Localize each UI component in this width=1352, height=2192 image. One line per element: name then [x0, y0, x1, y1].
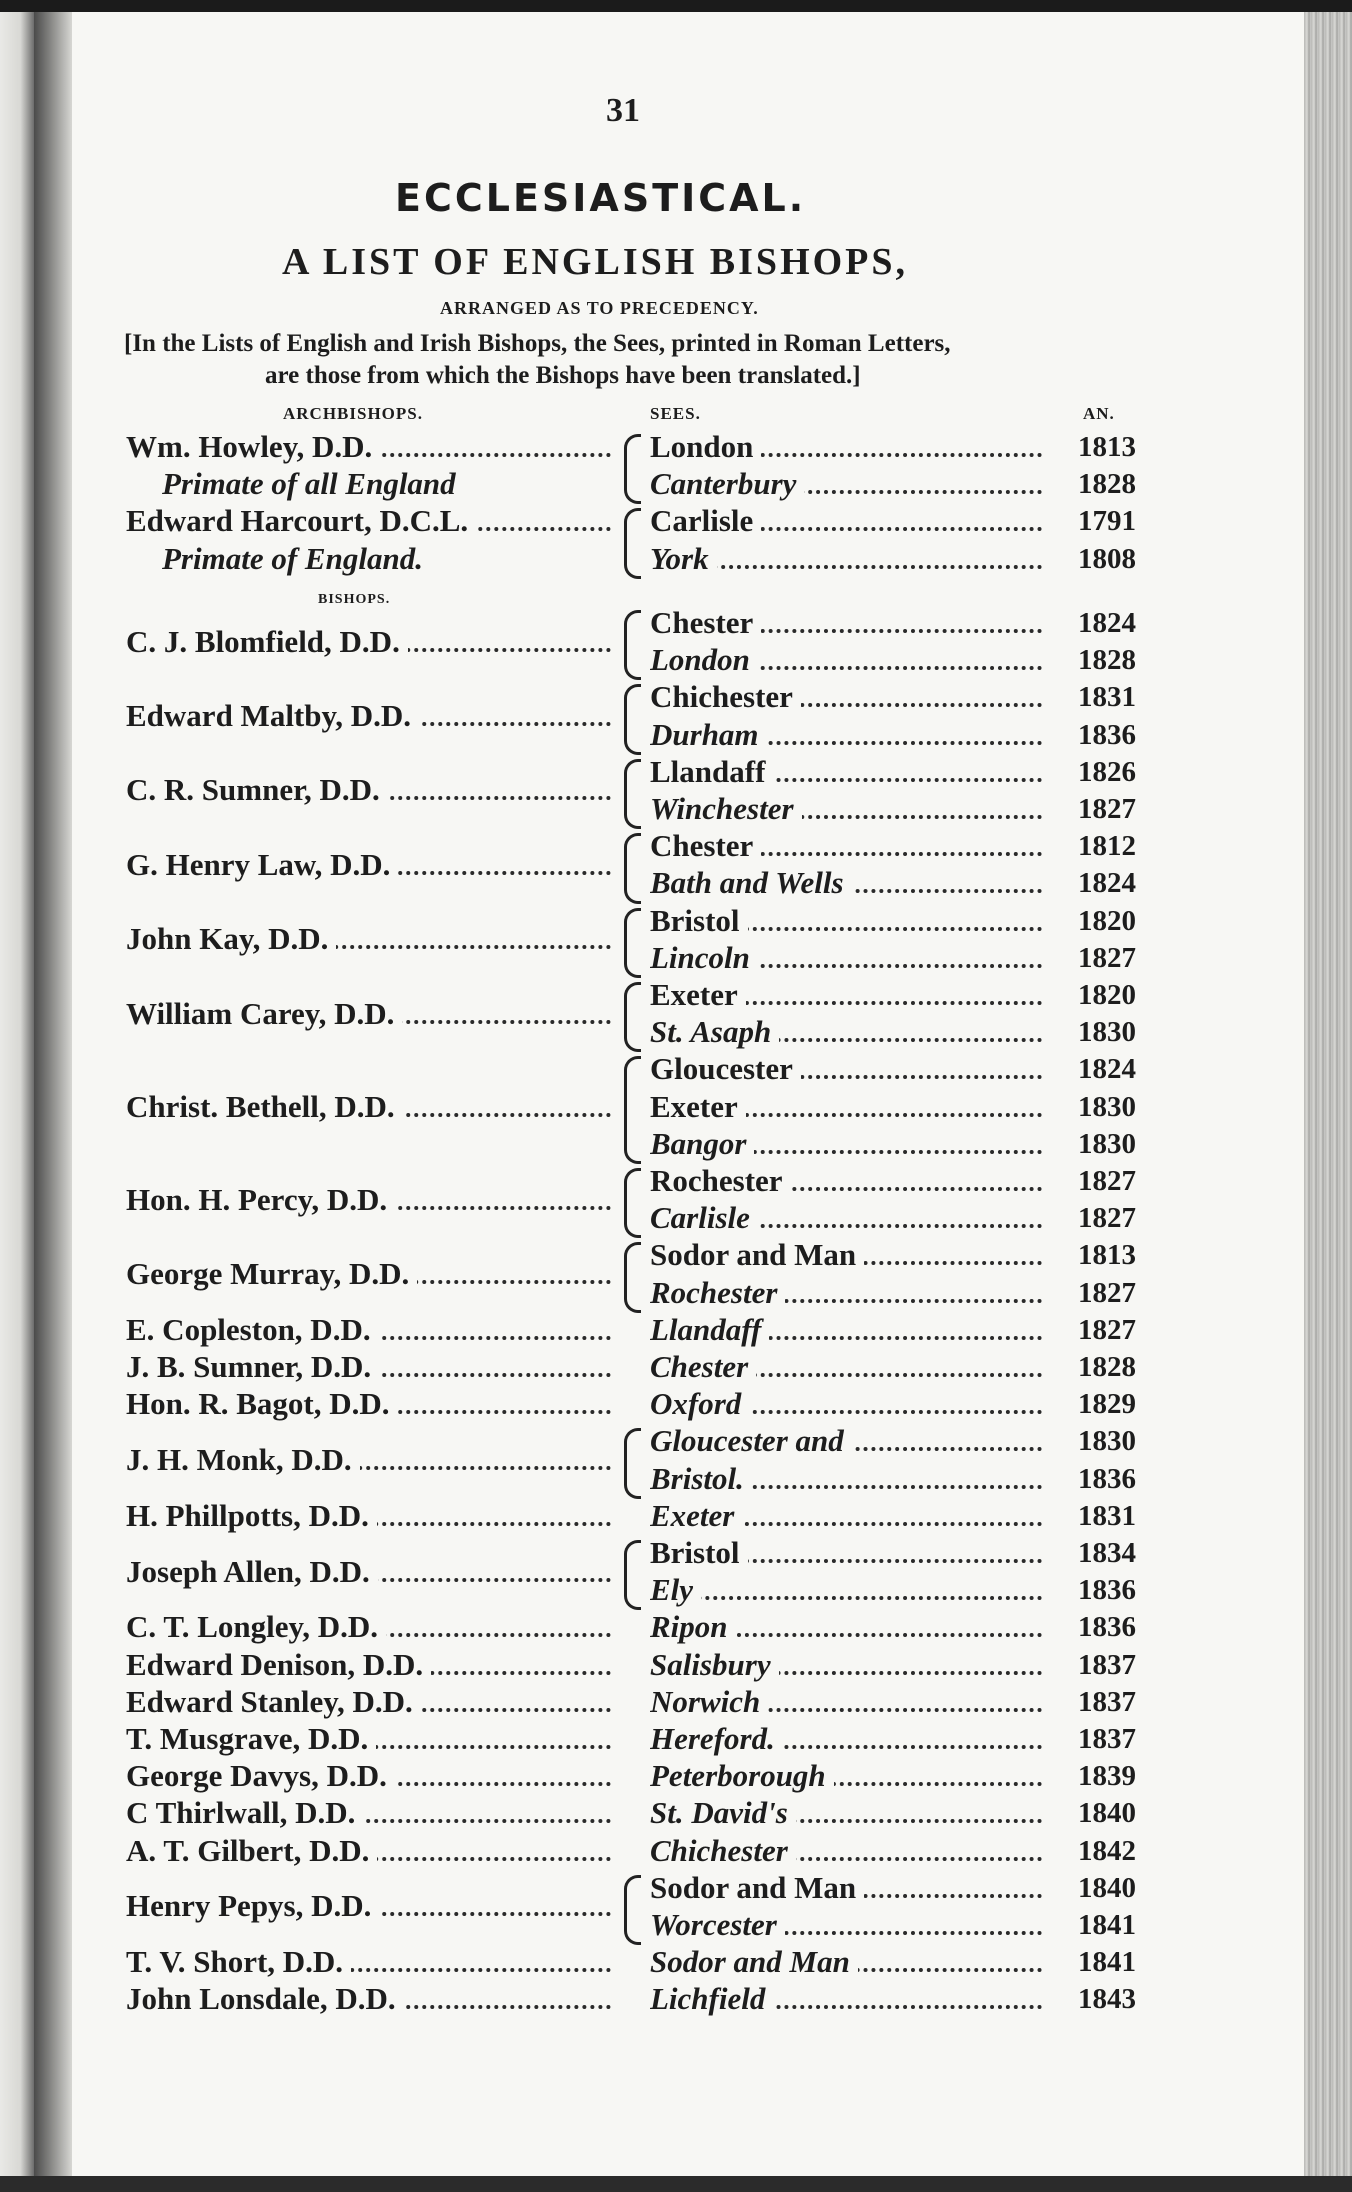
bishop-name-text: Hon. H. Percy, D.D. [126, 1182, 395, 1217]
top-border [0, 0, 1352, 12]
see-year: 1813 [1078, 1239, 1136, 1272]
bishop-name-text: C. J. Blomfield, D.D. [126, 624, 408, 659]
see-brace [624, 1242, 641, 1312]
see-name [650, 1980, 1042, 2018]
see-brace [624, 833, 641, 903]
see-year: 1830 [1078, 1016, 1136, 1049]
see-name [650, 976, 1042, 1014]
see-name [650, 1720, 1042, 1758]
see-year: 1820 [1078, 979, 1136, 1011]
see-name [650, 790, 1042, 828]
see-year: 1827 [1078, 1165, 1136, 1197]
bishop-name [126, 1385, 611, 1423]
see-name [650, 1683, 1042, 1721]
see-name-text: York [650, 541, 717, 576]
see-name [650, 716, 1042, 754]
see-year: 1836 [1078, 1611, 1136, 1644]
see-name [650, 641, 1042, 679]
bishop-name-text: George Davys, D.D. [126, 1758, 395, 1793]
page-number: 31 [606, 92, 640, 129]
bishop-name-text: H. Phillpotts, D.D. [126, 1498, 377, 1533]
see-name-text: Sodor and Man [650, 1870, 864, 1905]
bishop-name [126, 1757, 611, 1795]
primate-title: Primate of England. [162, 540, 423, 576]
bottom-border [0, 2176, 1352, 2192]
see-name [650, 1274, 1042, 1312]
see-year: 1836 [1078, 1574, 1136, 1607]
see-year: 1836 [1078, 1462, 1136, 1495]
bishop-name [126, 1441, 611, 1479]
see-year: 1840 [1078, 1871, 1136, 1904]
book-gutter-shadow [34, 0, 72, 2192]
bishop-name-text: T. V. Short, D.D. [126, 1944, 351, 1979]
note-line-2: are those from which the Bishops have been translated.] [265, 362, 861, 389]
bishop-name [126, 1887, 611, 1925]
see-brace [624, 759, 641, 829]
bishop-name-text: J. H. Monk, D.D. [126, 1442, 360, 1477]
see-name [650, 1832, 1042, 1870]
see-year: 1820 [1078, 904, 1136, 937]
see-brace [624, 982, 641, 1052]
see-name-text: Exeter [650, 1089, 746, 1124]
see-name-text: Norwich [650, 1684, 768, 1719]
see-year: 1824 [1078, 1053, 1136, 1086]
see-year: 1808 [1078, 542, 1136, 575]
see-name-text: Lincoln [650, 940, 758, 975]
see-year: 1842 [1078, 1834, 1136, 1867]
bishop-name [126, 995, 611, 1033]
see-name-text: Gloucester and [650, 1423, 852, 1458]
see-name [650, 1348, 1042, 1386]
see-name [650, 1385, 1042, 1423]
bishop-name-text: George Murray, D.D. [126, 1256, 417, 1291]
see-name-text: St. Asaph [650, 1014, 779, 1049]
see-name-text: Carlisle [650, 503, 761, 538]
see-name-text: Ripon [650, 1609, 736, 1644]
see-name [650, 540, 1042, 578]
note-line-1: [In the Lists of English and Irish Bishops, the Sees, printed in Roman Letters, [124, 330, 951, 357]
bishop-name-text: Hon. R. Bagot, D.D. [126, 1386, 398, 1421]
bishop-name-text: J. B. Sumner, D.D. [126, 1349, 379, 1384]
see-name-text: Ely [650, 1572, 701, 1607]
bishop-name [126, 428, 611, 466]
bishop-name-text: C. T. Longley, D.D. [126, 1609, 386, 1644]
bishop-name [126, 1255, 611, 1293]
page-stack-edge [1304, 0, 1352, 2192]
see-name-text: Worcester [650, 1907, 785, 1942]
bishop-name-text: John Kay, D.D. [126, 921, 336, 956]
see-brace [624, 908, 641, 978]
see-name-text: Chester [650, 605, 761, 640]
bishop-name [126, 1720, 611, 1758]
see-name [650, 1460, 1042, 1498]
see-name-text: Exeter [650, 977, 746, 1012]
see-year: 1837 [1078, 1685, 1136, 1718]
see-name [650, 1757, 1042, 1795]
see-brace [624, 508, 641, 578]
see-name-text: St. David's [650, 1795, 796, 1830]
see-brace [624, 434, 641, 504]
see-name [650, 1869, 1042, 1907]
see-name [650, 1794, 1042, 1832]
bishop-name-text: Edward Denison, D.D. [126, 1647, 431, 1682]
see-name [650, 604, 1042, 642]
see-year: 1841 [1078, 1909, 1136, 1941]
see-name-text: Chester [650, 828, 761, 863]
see-name [650, 827, 1042, 865]
bishop-name [126, 1553, 611, 1591]
bishop-name-text: T. Musgrave, D.D. [126, 1721, 376, 1756]
subheader-bishops: BISHOPS. [318, 592, 391, 607]
see-name [650, 1199, 1042, 1237]
see-year: 1841 [1078, 1946, 1136, 1979]
see-year: 1828 [1078, 644, 1136, 677]
bishop-name [126, 1980, 611, 2018]
see-year: 1829 [1078, 1388, 1136, 1421]
list-subtitle: ARRANGED AS TO PRECEDENCY. [440, 298, 759, 318]
see-year: 1839 [1078, 1760, 1136, 1793]
column-header-archbishops: ARCHBISHOPS. [283, 404, 423, 423]
bishop-name [126, 771, 611, 809]
bishop-name [126, 1608, 611, 1646]
bishop-name [126, 1497, 611, 1535]
left-page-edge [0, 0, 34, 2192]
see-brace [624, 610, 641, 680]
see-name [650, 1422, 1042, 1460]
see-name-text: Gloucester [650, 1051, 801, 1086]
see-year: 1812 [1078, 830, 1136, 863]
see-brace [624, 1875, 641, 1945]
see-year: 1830 [1078, 1127, 1136, 1160]
see-name-text: Sodor and Man [650, 1944, 858, 1979]
bishop-name-text: A. T. Gilbert, D.D. [126, 1833, 377, 1868]
see-name-text: Lichfield [650, 1981, 773, 2016]
see-year: 1824 [1078, 867, 1136, 900]
see-name-text: Bath and Wells [650, 865, 852, 900]
see-brace [624, 1168, 641, 1238]
bishop-name [126, 1348, 611, 1386]
see-year: 1830 [1078, 1425, 1136, 1458]
see-name [650, 902, 1042, 940]
see-name [650, 465, 1042, 503]
see-name [650, 1236, 1042, 1274]
column-header-sees: SEES. [650, 404, 701, 423]
see-name-text: Chester [650, 1349, 756, 1384]
see-name [650, 1311, 1042, 1349]
see-name-text: Salisbury [650, 1647, 779, 1682]
bishop-name [126, 920, 611, 958]
see-year: 1827 [1078, 941, 1136, 974]
see-name [650, 1534, 1042, 1572]
see-name-text: Rochester [650, 1275, 785, 1310]
see-brace [624, 1540, 641, 1610]
see-name [650, 1906, 1042, 1944]
see-year: 1827 [1078, 1313, 1136, 1346]
see-year: 1831 [1078, 1499, 1136, 1532]
see-year: 1828 [1078, 468, 1136, 501]
bishop-name [126, 846, 611, 884]
dot-leader [650, 1596, 1042, 1600]
see-name-text: Canterbury [650, 466, 804, 501]
see-name-text: London [650, 642, 758, 677]
see-name [650, 1125, 1042, 1163]
see-name-text: Bangor [650, 1126, 754, 1161]
see-name [650, 1646, 1042, 1684]
see-year: 1831 [1078, 681, 1136, 714]
bishop-name-text: Edward Maltby, D.D. [126, 698, 419, 733]
list-title: A LIST OF ENGLISH BISHOPS, [282, 241, 909, 283]
see-name-text: Carlisle [650, 1200, 758, 1235]
see-name [650, 678, 1042, 716]
see-name-text: Chichester [650, 1833, 796, 1868]
see-year: 1836 [1078, 718, 1136, 751]
see-year: 1840 [1078, 1797, 1136, 1830]
see-name [650, 1571, 1042, 1609]
bishop-name [126, 1832, 611, 1870]
see-name [650, 1162, 1042, 1200]
see-name [650, 1608, 1042, 1646]
bishop-name-text: William Carey, D.D. [126, 996, 402, 1031]
see-name-text: Durham [650, 717, 767, 752]
bishop-name-text: C Thirlwall, D.D. [126, 1795, 363, 1830]
see-name-text: Exeter [650, 1498, 742, 1533]
see-name-text: Hereford. [650, 1721, 783, 1756]
see-year: 1837 [1078, 1648, 1136, 1681]
see-name-text: Bristol. [650, 1461, 752, 1496]
bishop-name-text: Joseph Allen, D.D. [126, 1554, 378, 1589]
bishop-name-text: John Lonsdale, D.D. [126, 1981, 404, 2016]
see-name [650, 1013, 1042, 1051]
see-year: 1827 [1078, 793, 1136, 825]
see-year: 1827 [1078, 1276, 1136, 1309]
see-year: 1830 [1078, 1090, 1136, 1123]
see-year: 1843 [1078, 1983, 1136, 2016]
see-name [650, 1088, 1042, 1126]
see-name [650, 502, 1042, 540]
see-year: 1824 [1078, 607, 1136, 639]
see-brace [624, 1428, 641, 1498]
see-name-text: Bristol [650, 1535, 748, 1570]
bishop-name-text: Henry Pepys, D.D. [126, 1888, 379, 1923]
bishop-name-text: E. Copleston, D.D. [126, 1312, 379, 1347]
bishop-name [126, 1088, 611, 1126]
bishop-name [126, 502, 611, 540]
primate-title: Primate of all England [162, 466, 456, 502]
see-name [650, 1050, 1042, 1088]
see-name-text: Oxford [650, 1386, 749, 1421]
see-name-text: Chichester [650, 679, 801, 714]
see-name-text: Sodor and Man [650, 1237, 864, 1272]
see-name [650, 753, 1042, 791]
see-year: 1834 [1078, 1537, 1136, 1569]
see-name [650, 1497, 1042, 1535]
see-brace [624, 1056, 641, 1164]
column-header-year: AN. [1083, 404, 1115, 423]
bishop-name-text: Edward Harcourt, D.C.L. [126, 503, 476, 538]
see-name-text: Peterborough [650, 1758, 834, 1793]
bishop-name [126, 1311, 611, 1349]
see-name [650, 1943, 1042, 1981]
bishop-name [126, 1683, 611, 1721]
bishop-name-text: Christ. Bethell, D.D. [126, 1089, 403, 1124]
see-brace [624, 684, 641, 754]
see-name-text: Rochester [650, 1163, 791, 1198]
see-name-text: London [650, 429, 761, 464]
see-name [650, 428, 1042, 466]
see-year: 1837 [1078, 1723, 1136, 1755]
see-name-text: Bristol [650, 903, 748, 938]
see-year: 1827 [1078, 1202, 1136, 1235]
bishop-name [126, 697, 611, 735]
bishop-name-text: G. Henry Law, D.D. [126, 847, 398, 882]
see-year: 1791 [1078, 505, 1136, 538]
section-heading: ECCLESIASTICAL. [395, 176, 807, 220]
bishop-name [126, 1794, 611, 1832]
see-name-text: Llandaff [650, 1312, 769, 1347]
bishop-name-text: Wm. Howley, D.D. [126, 429, 380, 464]
bishop-name [126, 1943, 611, 1981]
see-year: 1828 [1078, 1351, 1136, 1383]
see-year: 1813 [1078, 431, 1136, 463]
bishop-name-text: Edward Stanley, D.D. [126, 1684, 421, 1719]
bishop-name [126, 623, 611, 661]
bishop-name-text: C. R. Sumner, D.D. [126, 772, 388, 807]
bishop-name [126, 1646, 611, 1684]
see-name [650, 864, 1042, 902]
see-name-text: Llandaff [650, 754, 773, 789]
bishop-name [126, 1181, 611, 1219]
see-name [650, 939, 1042, 977]
see-year: 1826 [1078, 755, 1136, 788]
see-name-text: Winchester [650, 791, 802, 826]
